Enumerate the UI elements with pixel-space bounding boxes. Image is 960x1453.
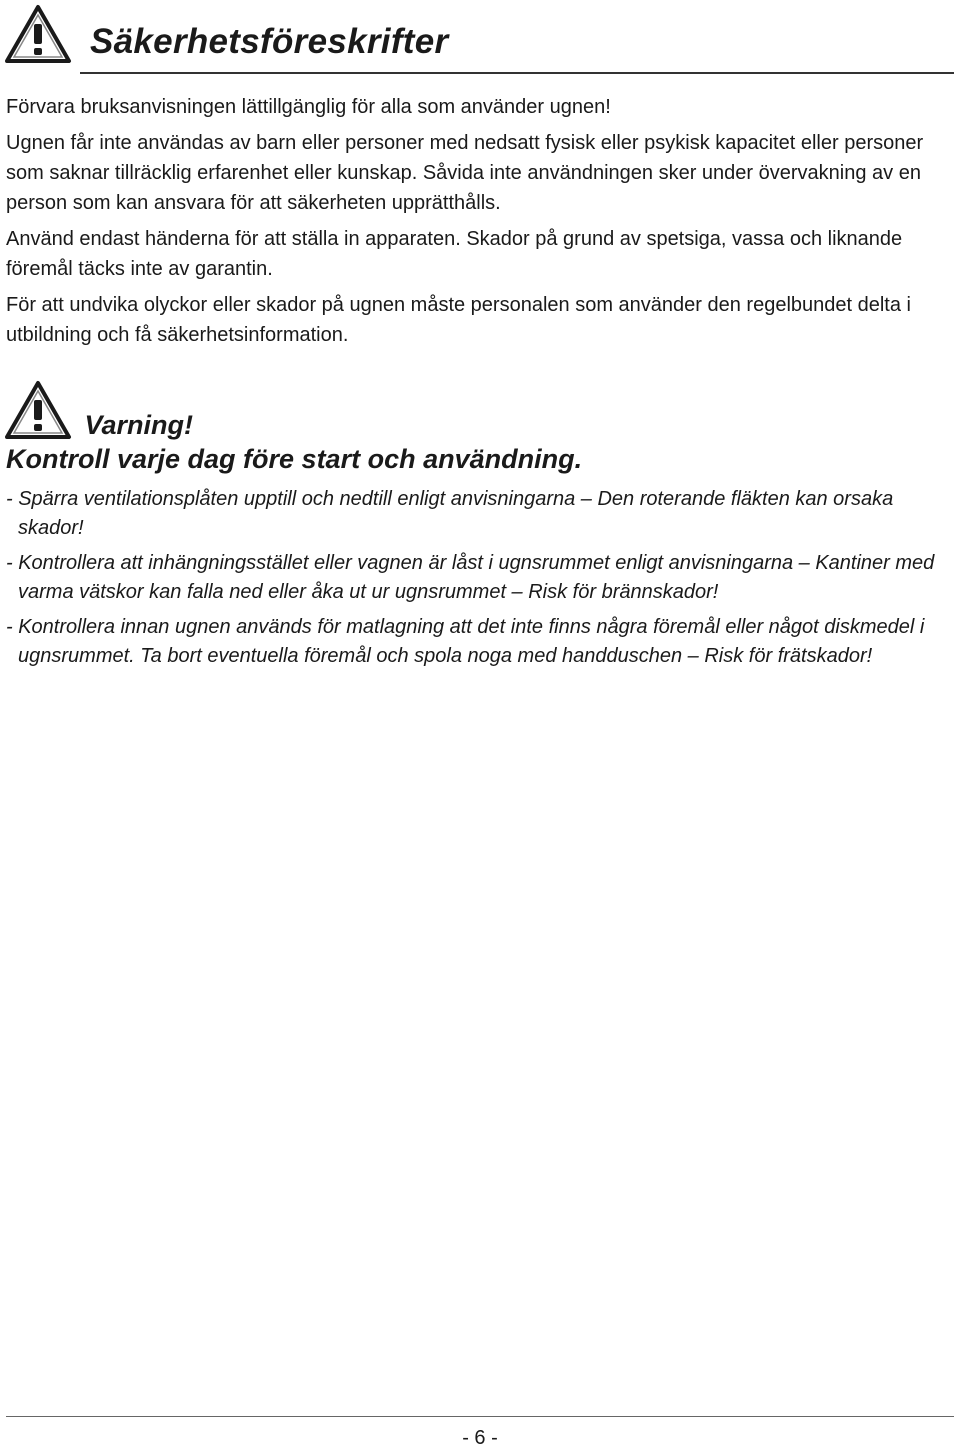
warning-heading (4, 380, 956, 440)
intro-section (6, 92, 954, 356)
warning-title: Varning! (84, 410, 193, 440)
page-number: - 6 - (462, 1427, 498, 1449)
warning-triangle-icon (4, 4, 72, 64)
intro-paragraph: Förvara bruksanvisningen lättillgänglig för alla som använder ugnen! (6, 96, 611, 118)
page-header (0, 0, 960, 80)
intro-paragraph: För att undvika olyckor eller skador på ugnen måste personalen som använder den regelbundet delta i utbildning och få säkerhetsinformation. (6, 294, 911, 346)
header-divider (80, 72, 954, 74)
warning-item: - Kontrollera att inhängningsstället eller vagnen är låst i ugnsrummet enligt anvisningarna – Kantiner med varma vätskor kan falla ned eller åka ut ur ugnsrummet – Risk för brännskador! (6, 552, 935, 603)
footer-divider (6, 1416, 954, 1417)
warning-item: - Kontrollera innan ugnen används för matlagning att det inte finns några föremål eller något diskmedel i ugnsrummet. Ta bort eventuella föremål och spola noga med handduschen – Risk för frätskador! (6, 616, 925, 667)
page-title: Säkerhetsföreskrifter (90, 22, 449, 61)
intro-paragraph: Använd endast händerna för att ställa in apparaten. Skador på grund av spetsiga, vassa och liknande föremål täcks inte av garantin. (6, 228, 903, 280)
warning-list (4, 485, 956, 671)
warning-subtitle: Kontroll varje dag före start och användning. (6, 444, 583, 474)
warning-item: - Spärra ventilationsplåten upptill och nedtill enligt anvisningarna – Den roterande fläkten kan orsaka skador! (6, 488, 894, 539)
warning-triangle-icon (4, 380, 72, 440)
intro-paragraph: Ugnen får inte användas av barn eller personer med nedsatt fysisk eller psykisk kapacitet eller personer som saknar tillräcklig erfarenhet eller kunskap. Såvida inte användningen sker under övervakning av en person som kan ansvara för att säkerheten upprätthålls. (6, 132, 924, 214)
warning-section (4, 380, 956, 677)
